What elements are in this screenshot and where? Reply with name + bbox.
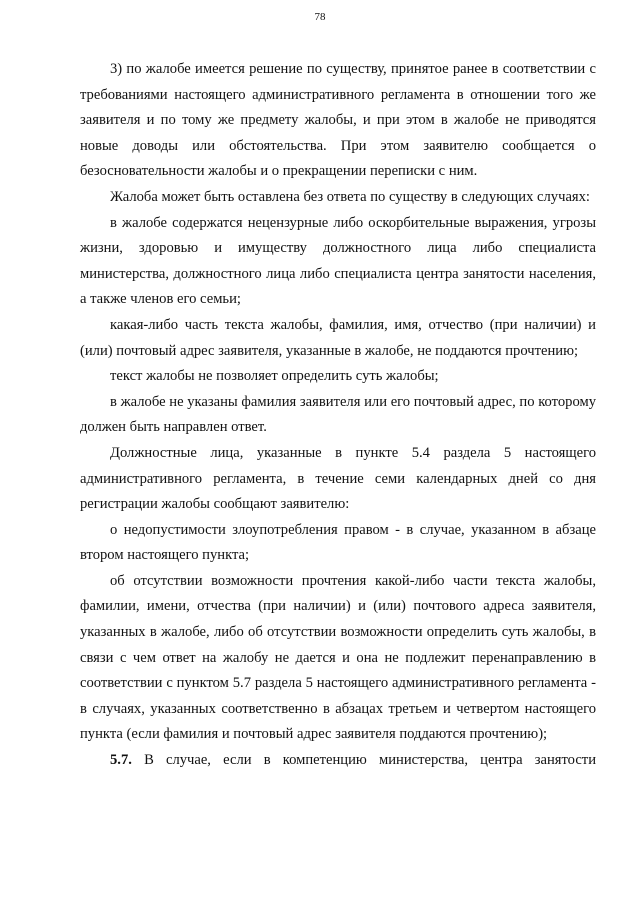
paragraph-offensive-language: в жалобе содержатся нецензурные либо оскорбительные выражения, угрозы жизни, здоровью и имуществу должностного лица либо специалиста министерства, должностного лица либо специалиста центра занятости населения, а также членов его семьи; bbox=[80, 214, 596, 308]
paragraph-officials-notify: Должностные лица, указанные в пункте 5.4 раздела 5 настоящего административного регламента, в течение семи календарных дней со дня регистрации жалобы сообщают заявителю: bbox=[80, 444, 596, 513]
document-body bbox=[80, 57, 596, 774]
paragraph-no-name-or-address: в жалобе не указаны фамилия заявителя или его почтовый адрес, по которому должен быть направлен ответ. bbox=[80, 393, 596, 436]
paragraph-unreadable-text: какая-либо часть текста жалобы, фамилия, имя, отчество (при наличии) и (или) почтовый адрес заявителя, указанные в жалобе, не поддаются прочтению; bbox=[80, 316, 596, 359]
page-number: 78 bbox=[314, 11, 326, 23]
paragraph-repeat-complaint: 3) по жалобе имеется решение по существу, принятое ранее в соответствии с требованиями настоящего административного регламента в отношении того же заявителя и по тому же предмету жалобы, и при этом в жалобе не приводятся новые доводы или обстоятельства. При этом заявителю сообщается о безосновательности жалобы и о прекращении переписки с ним. bbox=[80, 61, 596, 180]
paragraph-no-reading-possibility: об отсутствии возможности прочтения какой-либо части текста жалобы, фамилии, имени, отчества (при наличии) и (или) почтового адреса заявителя, указанных в жалобе, либо об отсутствии возможности определить суть жалобы, в связи с чем ответ на жалобу не дается и она не подлежит перенаправлению в соответствии с пунктом 5.7 раздела 5 настоящего административного регламента - в случаях, указанных соответственно в абзацах третьем и четвертом настоящего пункта (если фамилия и почтовый адрес заявителя поддаются прочтению); bbox=[80, 572, 596, 743]
clause-number: 5.7. bbox=[110, 752, 132, 769]
paragraph-section-5-7 bbox=[80, 748, 596, 774]
paragraph-abuse-of-right: о недопустимости злоупотребления правом - в случае, указанном в абзаце втором настоящего пункта; bbox=[80, 521, 596, 564]
clause-text: В случае, если в компетенцию министерства, центра занятости bbox=[144, 752, 596, 769]
paragraph-essence-undefined: текст жалобы не позволяет определить суть жалобы; bbox=[110, 368, 439, 385]
paragraph-no-answer-cases: Жалоба может быть оставлена без ответа по существу в следующих случаях: bbox=[110, 188, 590, 205]
